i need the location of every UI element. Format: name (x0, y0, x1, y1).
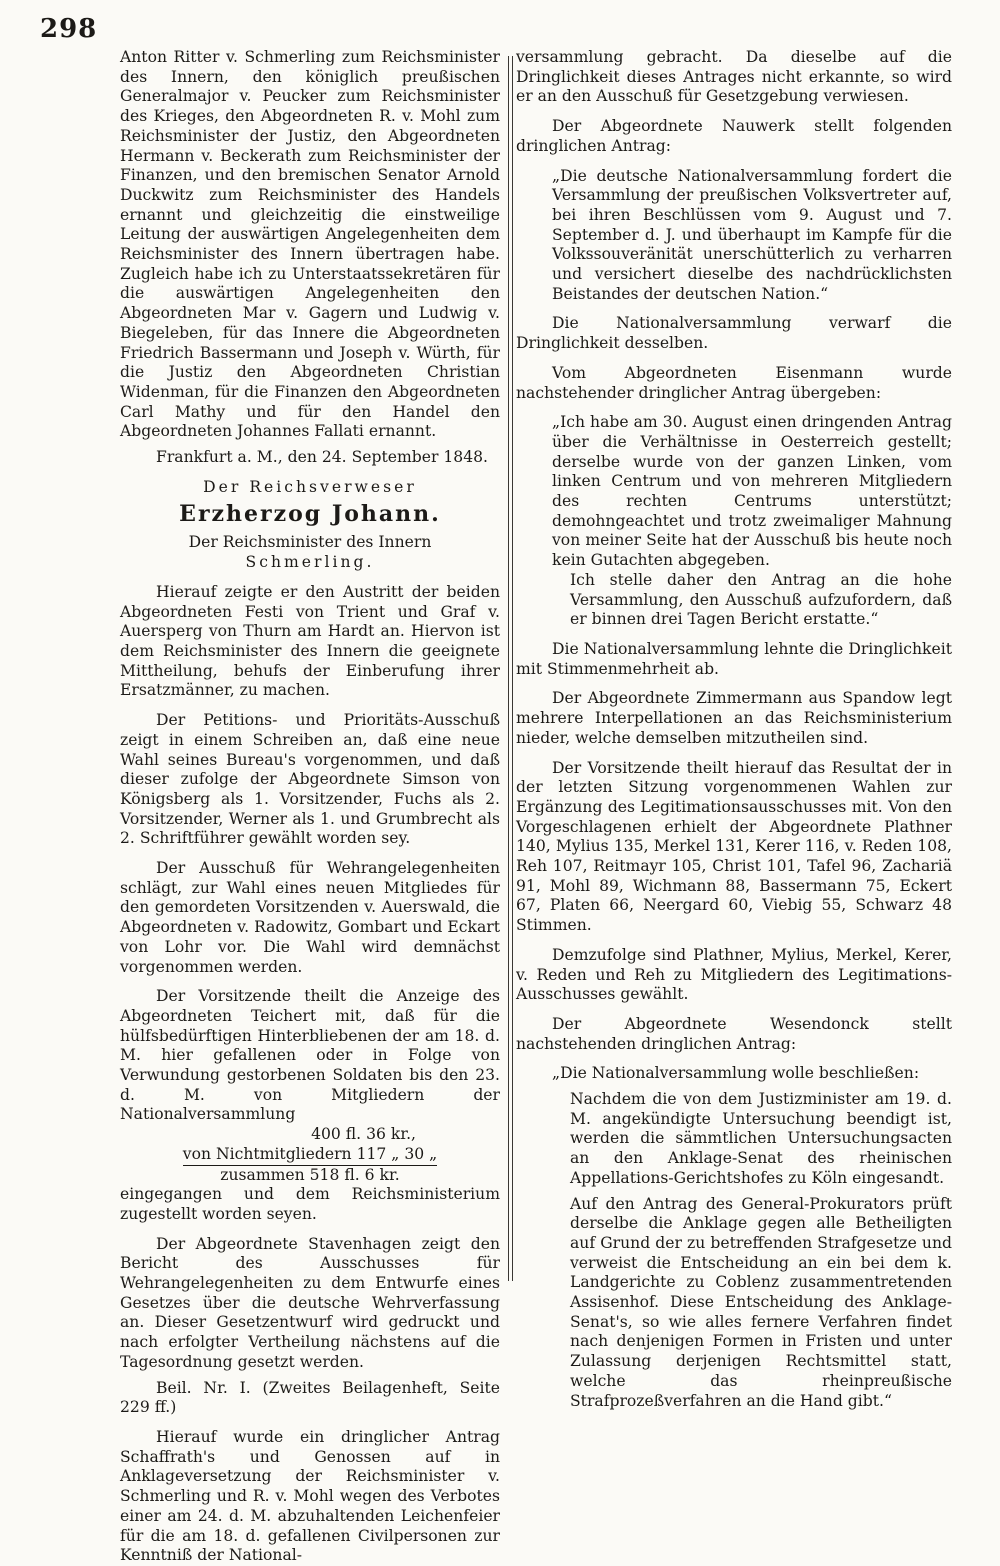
quote-wesendonck: „Die Nationalversammlung wolle beschließen: (552, 1064, 920, 1083)
signature-minister-name: Schmerling. (245, 553, 375, 572)
quote-nauwerk: „Die deutsche Nationalversammlung fordert die Versammlung der preußischen Volksvertreter auf, bei ihren Beschlüssen vom 9. August und 7. September d. J. und überhaupt im Kampfe für die Volkssouveränität unerschütterlich zu verharren und versichert dieselbe des nachdrücklichsten Beistandes der deutschen Nation.“ (552, 166, 952, 303)
amount-total: zusammen 518 fl. 6 kr. (220, 1165, 400, 1184)
page-number: 298 (40, 14, 98, 44)
column-divider (508, 56, 509, 1281)
right-paragraph-2: Der Abgeordnete Nauwerk stellt folgenden dringlichen Antrag: (516, 117, 952, 155)
right-paragraph-9: Der Abgeordnete Wesendonck stellt nachstehenden dringlichen Antrag: (516, 1014, 952, 1053)
left-paragraph-7: Hierauf wurde ein dringlicher Antrag Schaffrath's und Genossen auf in Anklageversetzung der Reichsminister v. Schmerling und R. v. Mohl wegen des Verbotes einer am 24. d. M. abzuhaltenden Leichenfeier für die am 18. d. gefallenen Civilpersonen zur Kenntniß der National- (120, 1428, 500, 1565)
left-paragraph-2: Hierauf zeigte er den Austritt der beiden Abgeordneten Festi von Trient und Graf v. Auersperg von Thurn am Hardt an. Hiervon ist dem Reichsminister des Innern die geeignete Mittheilung, behufs der Einberufung ihrer Ersatzmänner, zu machen. (120, 582, 500, 700)
signature-title: Der Reichsverweser (203, 477, 417, 496)
right-column (516, 48, 952, 1411)
right-paragraph-4: Vom Abgeordneten Eisenmann wurde nachstehender dringlicher Antrag übergeben: (516, 363, 952, 402)
right-paragraph-6: Der Abgeordnete Zimmermann aus Spandow legt mehrere Interpellationen an das Reichsministerium nieder, welche demselben mitzutheilen sind. (516, 689, 952, 747)
left-column (120, 48, 500, 1566)
right-paragraph-8: Demzufolge sind Plathner, Mylius, Merkel, Kerer, v. Reden und Reh zu Mitgliedern des Legitimations-Ausschusses gewählt. (516, 945, 952, 1004)
left-paragraph-6: Der Abgeordnete Stavenhagen zeigt den Bericht des Ausschusses für Wehrangelegenheiten zu dem Entwurfe eines Gesetzes über die deutsche Wehrverfassung an. Dieser Gesetzentwurf wird gedruckt und nach erfolgter Vertheilung nächstens auf die Tagesordnung gesetzt werden. (120, 1234, 500, 1371)
left-paragraph-3: Der Petitions- und Prioritäts-Ausschuß zeigt in einem Schreiben an, daß eine neue Wahl seines Bureau's vorgenommen, und daß dieser zufolge der Abgeordnete Simson von Königsberg als 1. Vorsitzender, Fuchs als 2. Vorsitzender, Werner als 1. und Grumbrecht als 2. Schriftführer gewählt worden sey. (120, 711, 500, 848)
left-paragraph-1: Anton Ritter v. Schmerling zum Reichsminister des Innern, den königlich preußischen Generalmajor v. Peucker zum Reichsminister des Krieges, den Abgeordneten R. v. Mohl zum Reichsminister der Justiz, den Abgeordneten Hermann v. Beckerath zum Reichsminister der Finanzen, und den bremischen Senator Arnold Duckwitz zum Reichsminister des Handels ernannt und gleichzeitig die einstweilige Leitung der auswärtigen Angelegenheiten dem Reichsminister des Innern übertragen habe. Zugleich habe ich zu Unterstaatssekretären für die auswärtigen Angelegenheiten den Abgeordneten Mar v. Gagern und Ludwig v. Biegeleben, für das Innere die Abgeordneten Friedrich Bassermann und Joseph v. Würth, für die Justiz den Abgeordneten Christian Widenman, für die Finanzen den Abgeordneten Carl Mathy und für den Handel den Abgeordneten Johannes Fallati ernannt. (120, 48, 500, 441)
left-paragraph-5: Der Vorsitzende theilt die Anzeige des Abgeordneten Teichert mit, daß für die hülfsbedürftigen Hinterbliebenen der am 18. d. M. hier gefallenen oder in Folge von Verwundung gestorbenen Soldaten bis den 23. d. M. von Mitgliedern der Nationalversammlung (120, 987, 500, 1124)
right-paragraph-3: Die Nationalversammlung verwarf die Dringlichkeit desselben. (516, 314, 952, 353)
signature-minister: Der Reichsminister des Innern (188, 533, 432, 552)
right-paragraph-5: Die Nationalversammlung lehnte die Dringlichkeit mit Stimmenmehrheit ab. (516, 639, 952, 678)
date-line: Frankfurt a. M., den 24. September 1848. (156, 448, 489, 467)
signature-name: Erzherzog Johann. (179, 501, 441, 528)
quote-eisenmann-2: Ich stelle daher den Antrag an die hohe Versammlung, den Ausschuß aufzufordern, daß er binnen drei Tagen Bericht erstatte.“ (570, 570, 952, 629)
right-paragraph-1: versammlung gebracht. Da dieselbe auf die Dringlichkeit dieses Antrages nicht erkannte, so wird er an den Ausschuß für Gesetzgebung verwiesen. (516, 48, 952, 106)
quote-eisenmann: „Ich habe am 30. August einen dringenden Antrag über die Verhältnisse in Oesterreich gestellt; derselbe wurde von der ganzen Linken, vom linken Centrum und von mehreren Mitgliedern des rechten Centrums unterstützt; demohngeachtet und trotz zweimaliger Mahnung von meiner Seite hat der Ausschuß bis heute noch kein Gutachten abgegeben. (552, 413, 952, 570)
right-paragraph-7: Der Vorsitzende theilt hierauf das Resultat der in der letzten Sitzung vorgenommenen Wahlen zur Ergänzung des Legitimationsausschusses mit. Von den Vorgeschlagenen erhielt der Abgeordnete Plathner 140, Mylius 135, Merkel 131, Kerer 116, v. Reden 108, Reh 107, Reitmayr 105, Christ 101, Tafel 96, Zachariä 91, Mohl 89, Wichmann 88, Bassermann 75, Eckert 67, Platen 66, Neergard 60, Viebig 55, Schwarz 48 Stimmen. (516, 758, 952, 935)
column-divider-inner (512, 56, 513, 1281)
amount-non-members: von Nichtmitgliedern 117 „ 30 „ (120, 1145, 500, 1166)
quote-wesendonck-1: Nachdem die von dem Justizminister am 19. d. M. angekündigte Untersuchung beendigt ist, werden die sämmtlichen Untersuchungsacten an den Anklage-Senat des rheinischen Appellations-Gerichtshofes zu Köln eingesandt. (570, 1090, 952, 1187)
left-paragraph-5b: eingegangen und dem Reichsministerium zugestellt worden seyen. (120, 1185, 500, 1223)
supplement-reference: Beil. Nr. I. (Zweites Beilagenheft, Seite 229 ff.) (120, 1378, 500, 1417)
quote-wesendonck-2: Auf den Antrag des General-Prokurators prüft derselbe die Anklage gegen alle Betheiligten auf Grund der zu betreffenden Strafgesetze und verweist die Entscheidung an ein bei dem k. Landgerichte zu Coblenz zusammentretenden Assisenhof. Diese Entscheidung des Anklage-Senat's, so wie alles fernere Verfahren findet nach denjenigen Formen in Fristen und unter Zulassung derjenigen Rechtsmittel statt, welche das rheinpreußische Strafprozeßverfahren an die Hand gibt.“ (570, 1194, 952, 1410)
amount-members: 400 fl. 36 kr., (311, 1125, 416, 1144)
left-paragraph-4: Der Ausschuß für Wehrangelegenheiten schlägt, zur Wahl eines neuen Mitgliedes für den gemordeten Vorsitzenden v. Auerswald, die Abgeordneten v. Radowitz, Gombart und Eckart von Lohr vor. Die Wahl wird demnächst vorgenommen werden. (120, 859, 500, 976)
